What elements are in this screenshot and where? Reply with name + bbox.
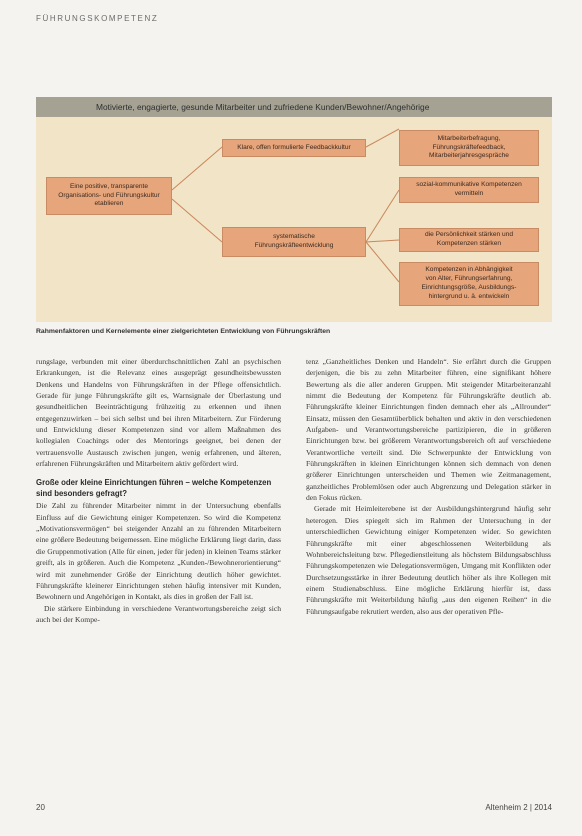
- figure-caption: Rahmenfaktoren und Kernelemente einer zielgerichteten Entwicklung von Führungskräften: [36, 328, 331, 335]
- publication-name: Altenheim 2 | 2014: [485, 803, 552, 812]
- right-box-line: von Alter, Führungserfahrung,: [425, 275, 513, 283]
- right-box-line: Führungskräftefeedback,: [432, 143, 506, 151]
- right-box-line: Kompetenzen in Abhängigkeit: [425, 266, 513, 274]
- right-box-line: Einrichtungsgröße, Ausbildungs-: [421, 284, 517, 291]
- body-paragraph: Die stärkere Einbindung in verschiedene Verantwortungsbereiche zeigt sich auch bei der Kompe-: [36, 603, 281, 624]
- page-number: 20: [36, 803, 45, 812]
- right-box-line: sozial-kommunikative Kompetenzen: [416, 181, 522, 189]
- right-box-line: Mitarbeiterjahresgespräche: [429, 152, 509, 160]
- middle-box-development: [222, 227, 366, 257]
- left-column: [36, 356, 281, 625]
- right-box-social-skills: [399, 177, 539, 203]
- section-heading: Große oder kleine Einrichtungen führen – welche Kompetenzen sind besonders gefragt?: [36, 478, 272, 499]
- right-box-line: Kompetenzen stärken: [436, 240, 502, 247]
- right-box-competencies: [399, 262, 539, 306]
- left-box: [46, 177, 172, 215]
- body-paragraph: Die Zahl zu führender Mitarbeiter nimmt in der Untersuchung ebenfalls Einfluss auf die Gewichtung einiger Kompetenzen. So wird die Kompetenz „Motivationsvermögen“ bei steigender Anzahl an zu führenden Mitarbeitern eine größere Bedeutung beigemessen. Eine mögliche Erklärung liegt darin, dass die Gruppenmotivation (Alle für einen, jeder für jeden) in kleinen Teams stärker greift, als in größeren. Auch die Kompetenz „Kunden-/Bewohnerorientierung“ wird mit zunehmender Größe der Einrichtung deutlich höher gewichtet. Führungskräfte kleinerer Einrichtungen stehen häufig intensiver mit Kunden, Bewohnern und Angehörigen in Kontakt, als dies in großen der Fall ist.: [36, 501, 281, 602]
- right-box-line: die Persönlichkeit stärken und: [425, 231, 513, 239]
- right-column: [306, 356, 551, 617]
- middle-box-label: Führungskräfteentwicklung: [254, 242, 334, 249]
- right-box-survey: [399, 130, 539, 166]
- right-box-line: vermitteln: [454, 190, 484, 197]
- figure-banner: Motivierte, engagierte, gesunde Mitarbeiter und zufriedene Kunden/Bewohner/Angehörige: [36, 97, 552, 117]
- body-paragraph: Gerade mit Heimleiterebene ist der Ausbildungshintergrund häufig sehr heterogen. Dies spiegelt sich im Rahmen der Untersuchung in der unterschiedlichen Gewichtung einiger Kompetenzen wider. So gewichten Führungskräfte mit einer abgeschlossenen Weiterbildung als Wohnbereichsleitung bzw. Pflegedienstleitung als höchstem Bildungsabschluss Führungskompetenzen wie Delegationsvermögen, Umgang mit Konflikten oder Durchsetzungsstärke in ihrer Bedeutung deutlich höher als ihre Kollegen mit einem Studienabschluss. Eine mögliche Erklärung hierfür ist, dass Führungskräfte mit Weiterbildung häufig „aus den eigenen Reihen“ in die Führungsaufgabe rekrutiert werden, also aus der operativen Pfle-: [306, 504, 551, 616]
- right-box-line: Mitarbeiterbefragung,: [437, 134, 501, 142]
- body-paragraph: rungslage, verbunden mit einer überdurchschnittlichen Zahl an psychischen Erkrankungen, ist die Relevanz eines ausgeprägt gesundheitsbewussten Denkens und Handelns von Führungskräften in der Pflege offensichtlich. Gerade für junge Führungskräfte gilt es, Warnsignale der Überlastung und gesundheitlichen Beeinträchtigung frühzeitig zu erkennen und ihnen entgegenzuwirken – bei sich selbst und bei ihren Mitarbeitern. Zur Förderung und Entwicklung dieser Kompetenzen sind vor allem Maßnahmen des kollegialen Coachings oder des Mentorings geeignet, bei denen der vertrauensvolle Austausch zwischen jungen, wenig erfahrenen, und älteren, erfahrenen Führungskräften und Mitarbeitern aktiv gefördert wird.: [36, 357, 281, 469]
- diagram-figure: [36, 97, 552, 322]
- left-box-line: Organisations- und Führungskultur: [58, 191, 160, 199]
- middle-box-label: Klare, offen formulierte Feedbackkultur: [237, 143, 351, 151]
- left-box-line: Eine positive, transparente: [69, 182, 149, 190]
- right-box-personality: [399, 228, 539, 252]
- body-paragraph: tenz „Ganzheitliches Denken und Handeln“. Sie erfährt durch die Gruppen derjenigen, die bis zu zehn Mitarbeiter führen, eine signifikant höhere Bewertung als die aller anderen Gruppen. Mit steigender Mitarbeiteranzahl nimmt die Bedeutung der Kompetenz für Führungskräfte deutlich ab. Führungskräfte kleiner Einrichtungen finden demnach eher als „Allrounder“ Einsatz, müssen den Gesamtüberblick behalten und aktiv in den verschiedenen Aufgaben- und Verantwortungsbereiche partizipieren, die in größeren Einrichtungen bzw. bei größerem Verantwortungsbereich oft auf verschiedene Verantwortliche verteilt sind. Die Schwerpunkte der Entwicklung von Führungskräften in kleinen Einrichtungen können sich demnach von denen größerer Einrichtungen unterscheiden und Themen wie Zeitmanagement, ganzheitliches Problemlösen oder auch Abgrenzung und Delegation stärker in den Fokus rücken.: [306, 357, 551, 503]
- left-box-line: etablieren: [94, 200, 124, 208]
- section-header: FÜHRUNGSKOMPETENZ: [36, 14, 159, 23]
- middle-box-feedback: [222, 139, 366, 157]
- right-box-line: hintergrund u. ä. entwickeln: [428, 292, 510, 300]
- middle-box-label: systematische: [273, 233, 315, 241]
